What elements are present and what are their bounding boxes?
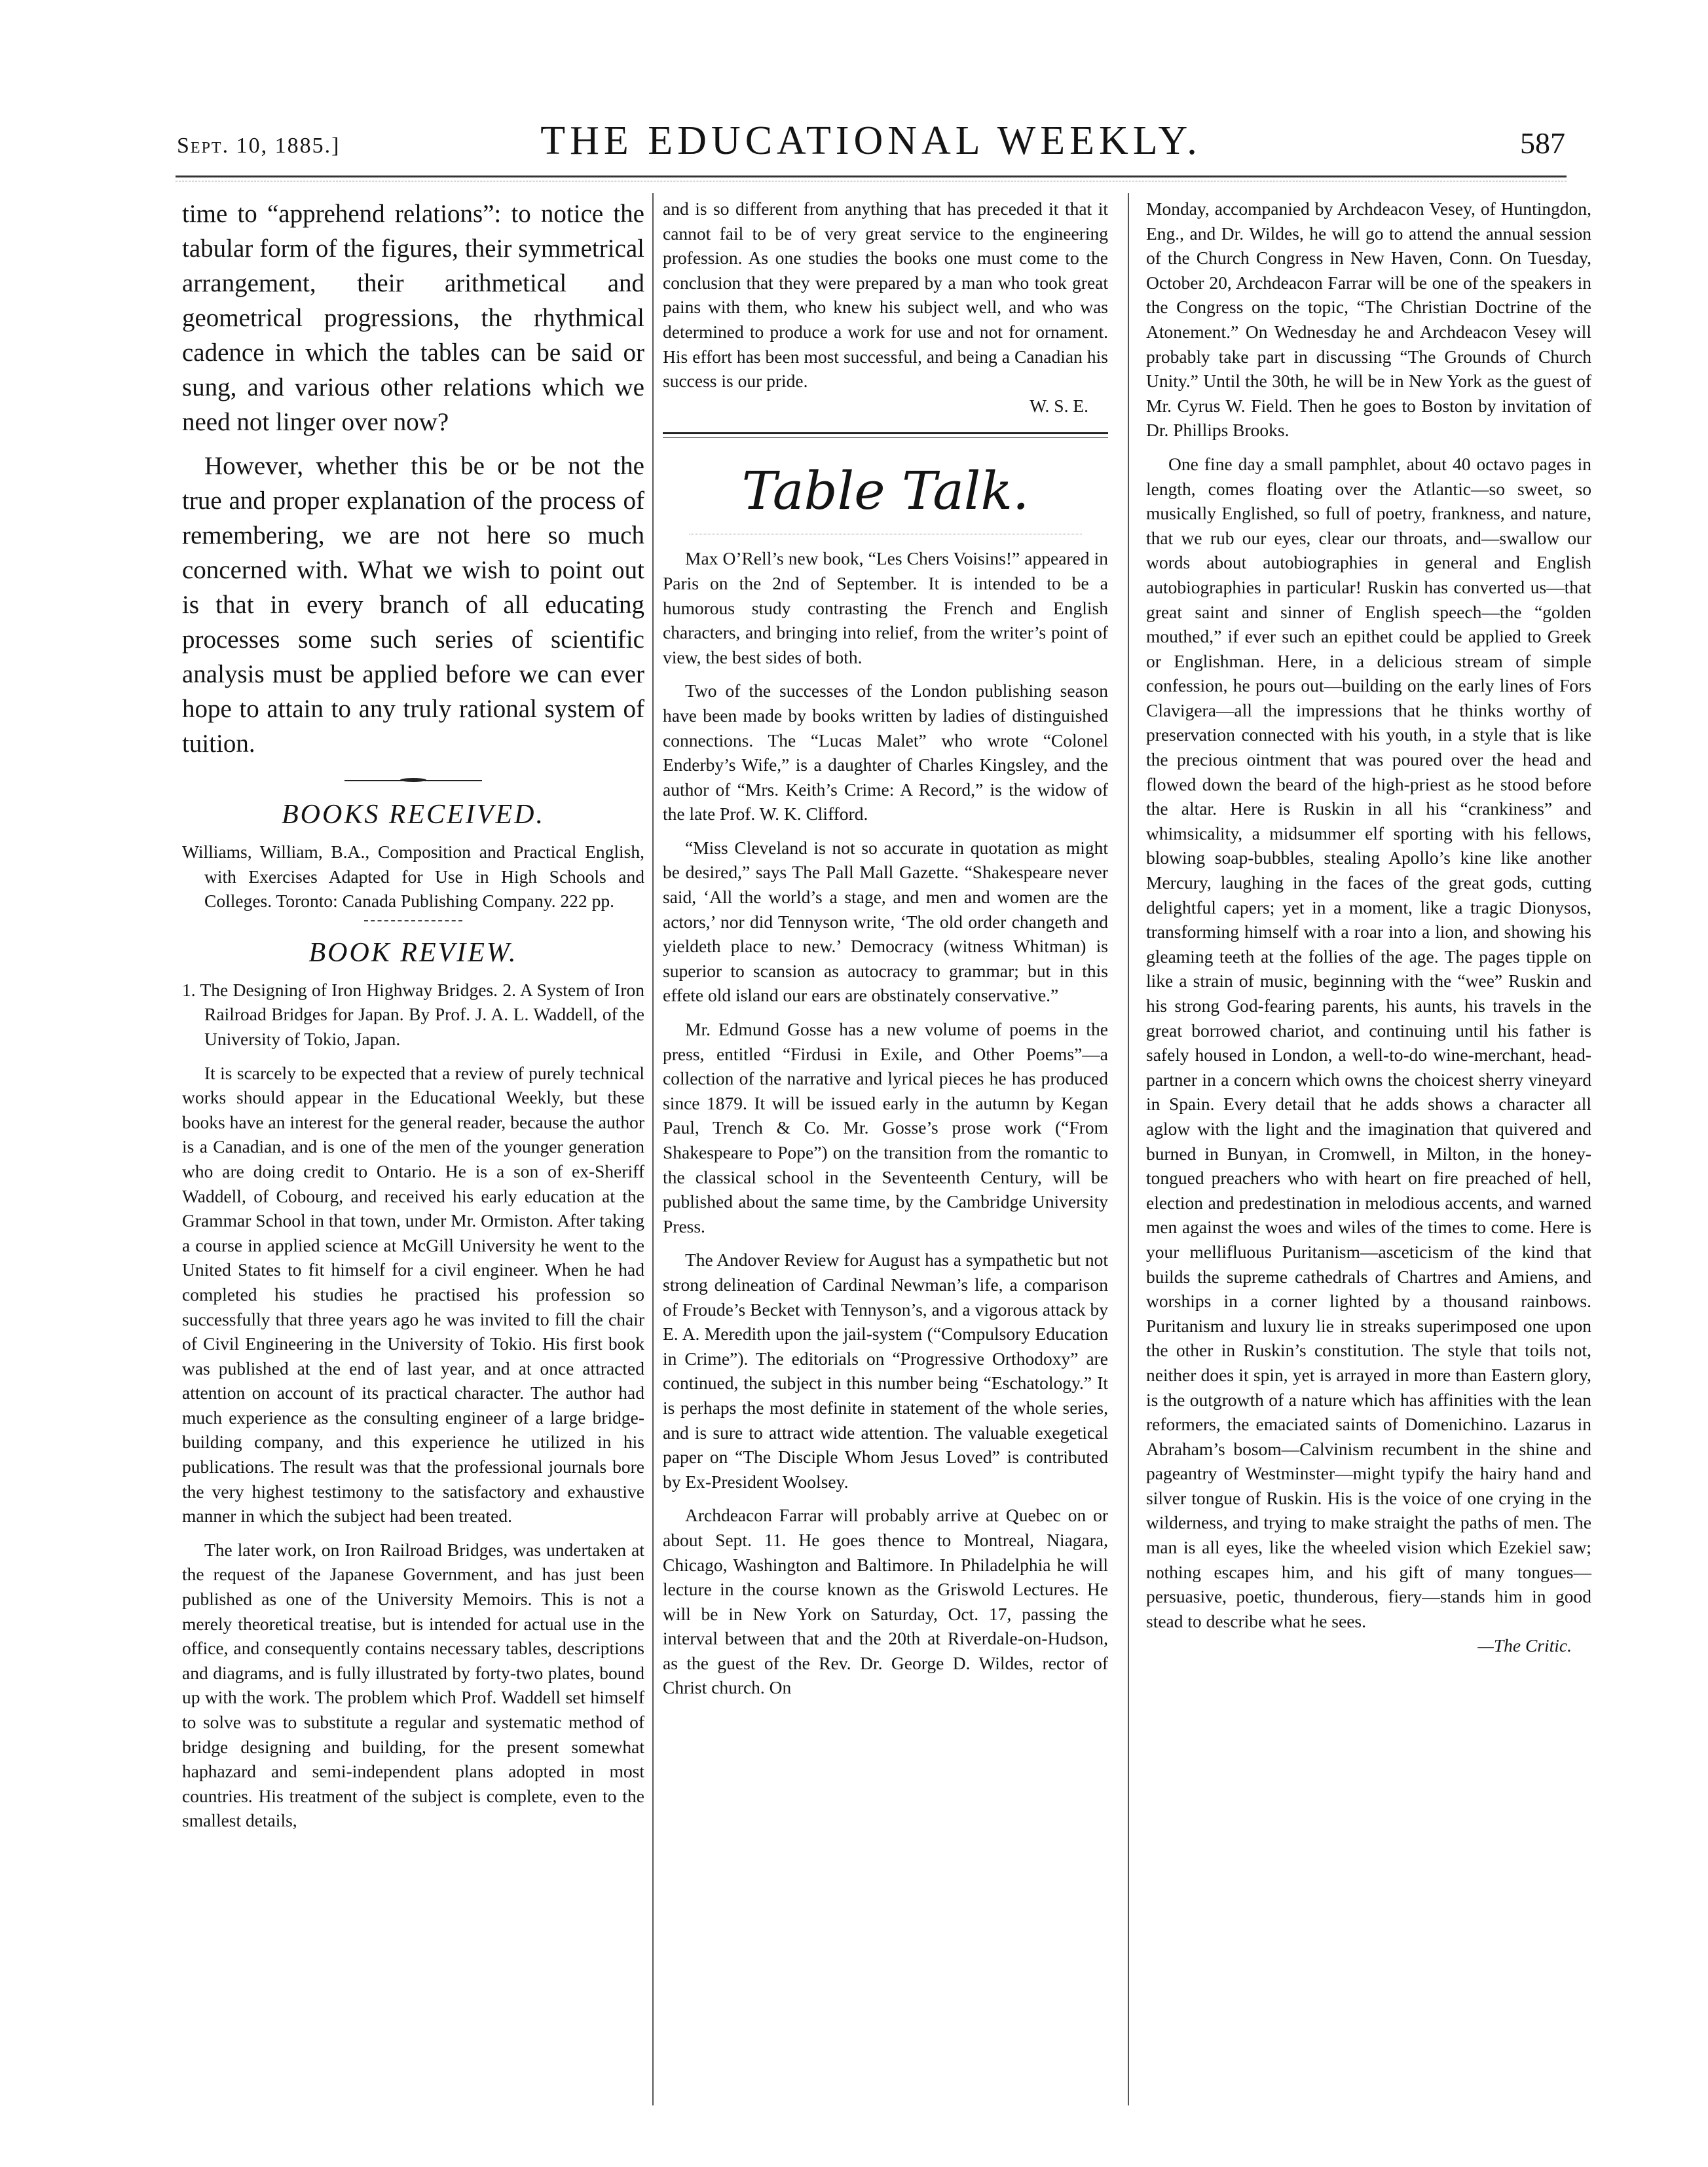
table-talk-item: The Andover Review for August has a sympathetic but not strong delineation of Cardinal Newman’s life, a comparison of Froude’s Becket with Tennyson’s, and a vigorous attack by E. A. Meredith upon the jail-system (“Compulsory Education in Crime”). The editorials on “Progressive Orthodoxy” are continued, the subject in this number being “Eschatology.” It is perhaps the most definite in statement of the whole series, and is sure to attract wide attention. The valuable exegetical paper on “The Disciple Whom Jesus Loved” is contributed by Ex-President Woolsey. — [663, 1250, 1108, 1492]
essay-paragraph: However, whether this be or be not the true and proper explanation of the process of remembering, we are not here so much concerned with. What we wish to point out is that in every branch of all educating processes some such series of scientific analysis must be applied before we can ever hope to attain to any truly rational system of tuition. — [182, 452, 644, 758]
page-header — [177, 118, 1565, 177]
books-received-heading: BOOKS RECEIVED. — [282, 800, 545, 830]
page-number: 587 — [1520, 126, 1565, 160]
column-middle — [663, 196, 1108, 1700]
section-ornament — [344, 778, 482, 783]
source-credit: —The Critic. — [1477, 1635, 1572, 1656]
table-talk-item: Mr. Edmund Gosse has a new volume of poems in the press, entitled “Firdusi in Exile, and Other Poems”—a collection of the narrative and lyrical pieces he has produced since 1879. It will be issued early in the autumn by Kegan Paul, Trench & Co. Mr. Gosse’s prose work (“From Shakespeare to Pope”) on the transition from the romantic to the classical school in the Seventeenth Century, will be published about the same time, by the Cambridge University Press. — [663, 1019, 1108, 1236]
essay-paragraph: time to “apprehend relations”: to notice the tabular form of the figures, their symmetrical arrangement, their arithmetical and geometrical progressions, the rhythmical cadence in which the tables can be said or sung, and various other relations which we need not linger over now? — [182, 200, 644, 436]
column-divider — [1128, 193, 1129, 2105]
table-talk-heading: Table Talk. — [741, 460, 1030, 522]
table-talk-item: “Miss Cleveland is not so accurate in quotation as might be desired,” says The Pall Mall Gazette. “Shakespeare never said, ‘All the world’s a stage, and men and women are the actors,’ nor did Tennyson write, ‘The old order changeth and yieldeth place to new.’ Democracy (witness Whitman) is superior to scansion as autocracy to grammar; but in this effete old island our ears are obstinately conservative.” — [663, 837, 1108, 1006]
review-heading: 1. The Designing of Iron Highway Bridges. 2. A System of Iron Railroad Bridges for Japan. By Prof. J. A. L. Waddell, of the University of Tokio, Japan. — [182, 979, 644, 1049]
table-talk-item: Two of the successes of the London publishing season have been made by books written by ladies of distinguished connections. The “Lucas Malet” who wrote “Colonel Enderby’s Wife,” is a daughter of Charles Kingsley, and the author of “Mrs. Keith’s Crime: A Record,” is the widow of the late Prof. W. K. Clifford. — [663, 680, 1108, 824]
table-talk-item: One fine day a small pamphlet, about 40 octavo pages in length, comes floating over the Atlantic—so sweet, so musically Englished, so full of poetry, frankness, and nature, that we rub our eyes, clear our throats, and—swallow our words about autobiographies in general and English autobiographies in particular! Ruskin has converted us—that great saint and sinner of English speech—the “golden mouthed,” if ever such an epithet could be applied to Greek or Englishman. Here, in a delicious stream of simple confession, he pours out—building on the early lines of Fors Clavigera—all the impressions that he thinks worthy of preservation connected with his youth, in a style that is like the precious ointment that was poured over the head and flowed down the beard of the high-priest as he stood before the altar. Here is Ruskin in all his “crankiness” and whimsicality, a midsummer elf sporting with his fellows, blowing soap-bubbles, stealing Apollo’s kine like another Mercury, laughing in the faces of the great gods, cutting delightful capers; yet in a moment, like a tragic Dionysos, transforming himself with a roar into a lion, and showing his gleaming teeth at the follies of the age. The pages tipple on like a strain of music, beginning with the “wee” Ruskin and his strong God-fearing parents, his aunts, his travels in the great borrowed chariot, and continuing until his father is safely housed in London, a well-to-do wine-merchant, head-partner in a concern which owns the choicest sherry vineyard in Spain. Every detail that he adds shows a character all aglow with the light and the imagination that quivered and burned in Bunyan, in Cromwell, in Milton, in the honey-tongued preachers who with heart on fire preached of hell, election and predestination in melodious accents, and warned men against the woes and wiles of the times to come. Here is your mellifluous Puritanism—asceticism of the kind that builds the supreme cathedrals of Chartres and Amiens, and worships in a corner lighted by a thousand rainbows. Puritanism and luxury lie in streaks superimposed one upon the other in Ruskin’s constitution. The style that toils not, neither does it spin, yet is arrayed in more than Eastern glory, is the outgrowth of a nature which has affinities with the lean reformers, the emaciated saints of Domenichino. Lazarus in Abraham’s bosom—Calvinism recumbent in the shine and pageantry of Westminster—might typify the hairy hand and silver tongue of Ruskin. His is the voice of one crying in the wilderness, and trying to make straight the paths of men. The man is all eyes, like the wheeled vision which Ezekiel saw; nothing escapes him, and his gift of many tongues—persuasive, poetic, thunderous, fiery—stands him in good stead to describe what he sees. — [1146, 453, 1591, 1631]
issue-date: Sept. 10, 1885.] — [177, 134, 341, 158]
section-rule — [663, 437, 1108, 438]
book-review-heading: BOOK REVIEW. — [308, 937, 518, 968]
review-paragraph: and is so different from anything that has preceded it that it cannot fail to be of very great service to the engineering profession. As one studies the books one must come to the conclusion that they were prepared by a man who took great pains with them, who knew his subject well, and who was determined to produce a work for use and not for ornament. His effort has been most successful, and being a Canadian his success is our pride. — [663, 198, 1108, 392]
column-divider — [652, 193, 654, 2105]
table-talk-item: Max O’Rell’s new book, “Les Chers Voisins!” appeared in Paris on the 2nd of September. It is intended to be a humorous study contrasting the French and English characters, and bringing into relief, from the writer’s point of view, the best sides of both. — [663, 548, 1108, 667]
header-rule — [176, 176, 1567, 177]
section-divider — [364, 920, 462, 921]
column-right — [1146, 196, 1591, 1658]
book-entry: Williams, William, B.A., Composition and Practical English, with Exercises Adapted for Use in High Schools and Colleges. Toronto: Canada Publishing Company. 222 pp. — [182, 842, 644, 912]
masthead-title: THE EDUCATIONAL WEEKLY. — [540, 119, 1202, 163]
review-signature: W. S. E. — [1030, 395, 1088, 416]
column-left — [182, 196, 644, 1833]
table-talk-item: Monday, accompanied by Archdeacon Vesey, of Huntingdon, Eng., and Dr. Wildes, he will go to attend the annual session of the Church Congress in New Haven, Conn. On Tuesday, October 20, Archdeacon Farrar will be one of the speakers in the Congress on the topic, “The Christian Doctrine of the Atonement.” On Wednesday he and Archdeacon Vesey will probably take part in discussing “The Grounds of Church Unity.” Until the 30th, he will be in New York as the guest of Mr. Cyrus W. Field. Then he goes to Boston by invitation of Dr. Phillips Brooks. — [1146, 198, 1591, 441]
review-paragraph: The later work, on Iron Railroad Bridges, was undertaken at the request of the Japanese Government, and has just been published as one of the University Memoirs. This is not a merely theoretical treatise, but is intended for actual use in the office, and consequently contains necessary tables, descriptions and diagrams, and is fully illustrated by forty-two plates, bound up with the work. The problem which Prof. Waddell set himself to solve was to substitute a regular and systematic method of bridge designing and building, for the present somewhat haphazard and semi-independent plans adopted in most countries. His treatment of the subject is complete, even to the smallest details, — [182, 1539, 644, 1831]
table-talk-item: Archdeacon Farrar will probably arrive at Quebec on or about Sept. 11. He goes thence to Montreal, Niagara, Chicago, Washington and Baltimore. In Philadelphia he will lecture in the course known as the Griswold Lectures. He will be in New York on Saturday, Oct. 17, passing the interval between that and the 20th at Riverdale-on-Hudson, as the guest of the Rev. Dr. George D. Wildes, rector of Christ church. On — [663, 1505, 1108, 1698]
review-paragraph: It is scarcely to be expected that a review of purely technical works should appear in the Educational Weekly, but these books have an interest for the general reader, because the author is a Canadian, and is one of the men of the younger generation who are doing credit to Ontario. He is a son of ex-Sheriff Waddell, of Cobourg, and received his early education at the Grammar School in that town, under Mr. Ormiston. After taking a course in applied science at McGill University he went to the United States to fit himself for a civil engineer. When he had completed his studies he practised his profession so successfully that three years ago he was invited to fill the chair of Civil Engineering in the University of Tokio. His first book was published at the end of last year, and at once attracted attention on account of its practical character. The author had much experience as the consulting engineer of a large bridge-building company, and this experience he utilized in his publications. The result was that the professional journals bore the very highest testimony to the satisfactory and exhaustive manner in which the subject had been treated. — [182, 1062, 644, 1527]
section-rule — [663, 432, 1108, 434]
